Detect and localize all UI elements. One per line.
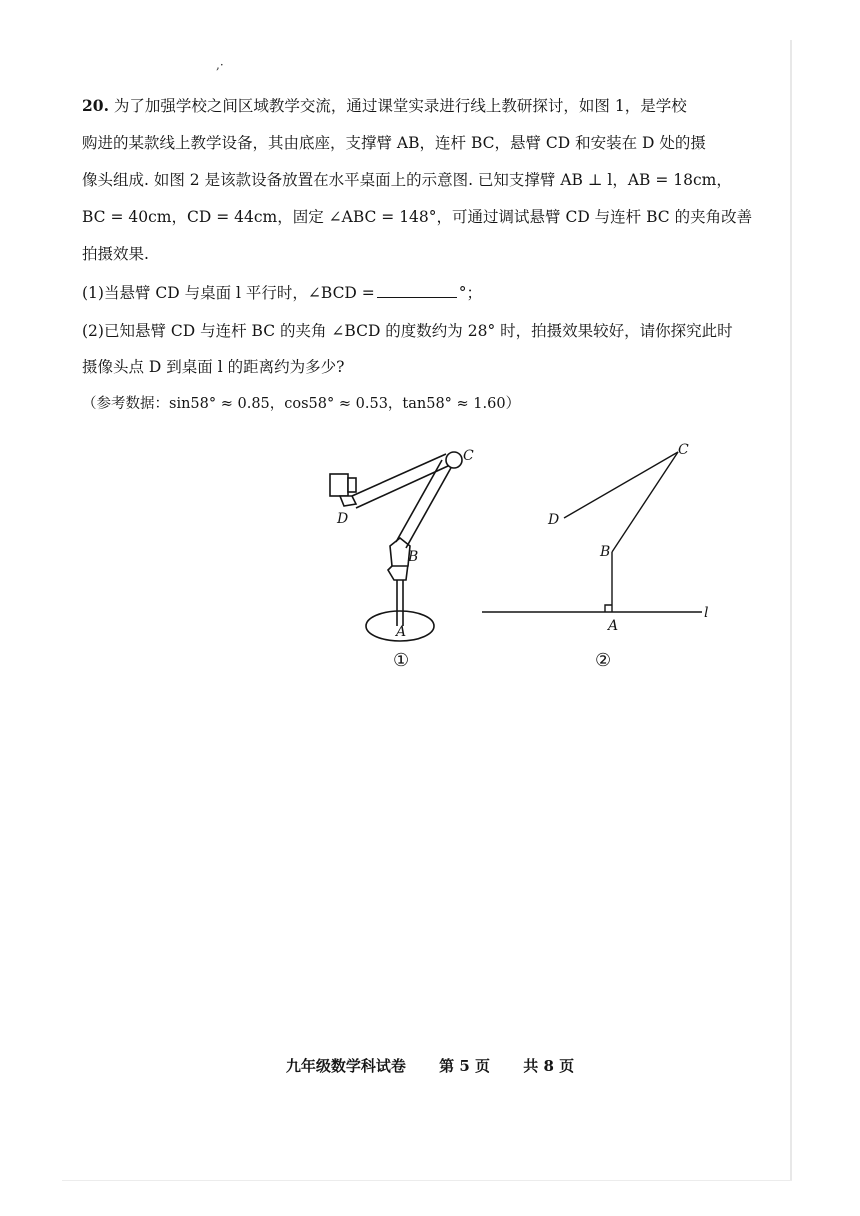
footer-title: 九年级数学科试卷 [285, 1057, 406, 1075]
figure-svg [300, 440, 740, 680]
fig2-label-d: D [548, 512, 560, 528]
figure-1-label: ① [393, 650, 410, 671]
reference-data: （参考数据：sin58° ≈ 0.85，cos58° ≈ 0.53，tan58° ≈ 1.60） [82, 396, 521, 412]
question-line-5: 拍摄效果. [82, 245, 149, 263]
scan-mark: ,· [216, 58, 224, 72]
fig1-label-c: C [463, 448, 474, 464]
question-line-3: 像头组成. 如图 2 是该款设备放置在水平桌面上的示意图. 已知支撑臂 AB ⊥ l，AB = 18cm， [82, 171, 732, 189]
segment-cd [564, 452, 678, 518]
part-1-suffix: °； [458, 284, 483, 302]
arm-cd-top [352, 454, 446, 496]
footer-total: 共 8 页 [523, 1057, 575, 1075]
arm-cd-bottom [356, 466, 448, 508]
fig1-label-d: D [337, 511, 349, 527]
page-edge [790, 40, 792, 1180]
part-1 [82, 283, 762, 303]
fig1-label-b: B [408, 549, 419, 565]
fig2-label-b: B [600, 544, 611, 560]
camera-lens [348, 478, 356, 492]
camera-body [330, 474, 348, 496]
figure-1 [330, 452, 462, 641]
part-1-text: (1)当悬臂 CD 与桌面 l 平行时，∠BCD = [82, 284, 375, 302]
joint-c [446, 452, 462, 468]
page-footer [0, 1055, 860, 1076]
segment-bc [612, 452, 678, 552]
fig2-label-c: C [678, 442, 689, 458]
fig2-label-a: A [608, 618, 619, 634]
right-angle-mark [605, 605, 612, 612]
camera-mount [340, 496, 356, 506]
fig2-label-l: l [704, 605, 709, 621]
figure-2-label: ② [595, 650, 612, 671]
question-line-4: BC = 40cm，CD = 44cm，固定 ∠ABC = 148°，可通过调试悬臂 CD 与连杆 BC 的夹角改善 [82, 208, 753, 226]
footer-page: 第 5 页 [439, 1057, 490, 1075]
figure-2 [482, 452, 702, 612]
figures [300, 440, 740, 680]
page-edge-bottom [62, 1180, 792, 1181]
link-bc-inner [406, 466, 452, 548]
question-line-2: 购进的某款线上教学设备，其由底座，支撑臂 AB，连杆 BC，悬臂 CD 和安装在 D 处的摄 [82, 134, 706, 152]
part-2-line-1: (2)已知悬臂 CD 与连杆 BC 的夹角 ∠BCD 的度数约为 28° 时，拍摄效果较好，请你探究此时 [82, 322, 733, 340]
answer-blank[interactable] [377, 283, 457, 298]
joint-b [390, 538, 410, 566]
part-2-line-2: 摄像头点 D 到桌面 l 的距离约为多少? [82, 358, 345, 376]
fig1-label-a: A [396, 624, 407, 640]
question-number: 20. [82, 96, 109, 115]
question-text: 为了加强学校之间区域教学交流，通过课堂实录进行线上教研探讨，如图 1，是学校 [113, 97, 687, 115]
question-line-1 [82, 96, 762, 116]
